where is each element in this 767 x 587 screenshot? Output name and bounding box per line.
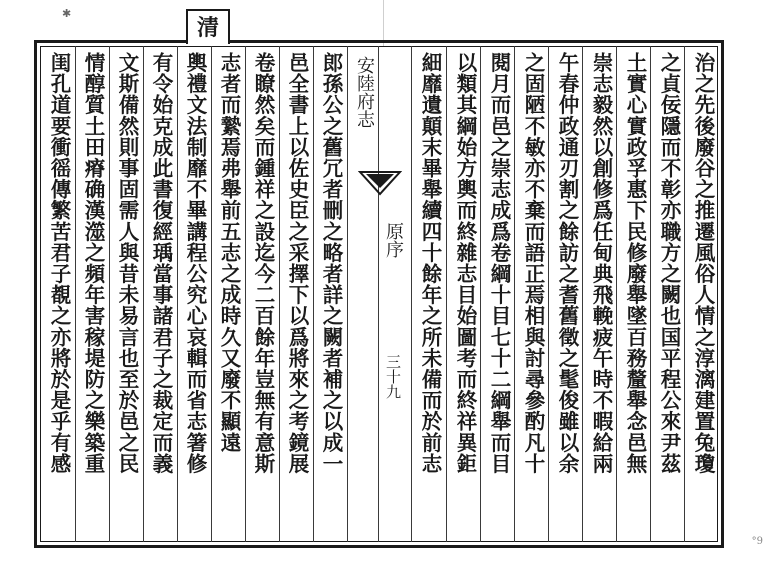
column-rule [143,46,144,542]
text-column-9: 細靡遺顛末畢舉續四十餘年之所未備而於前志 [418,52,442,474]
column-rule [480,46,481,542]
text-column-18: 闺孔道要衝徭傳繁苦君子覩之亦將於是乎有感 [47,52,71,474]
text-column-5: 午春仲政通刃割之餘訪之耆舊徵之髦俊雖以余 [555,52,579,474]
center-strip-rule [378,46,379,542]
text-column-17: 情醇質土田瘠确漢澨之頻年害稼堤防之樂築重 [81,52,105,474]
fish-tail-mark [358,170,402,196]
column-rule [650,46,651,542]
column-rule [582,46,583,542]
column-rule [313,46,314,542]
section-label: 原序 [383,222,404,258]
column-rule [514,46,515,542]
text-column-13: 志者而縶焉弗舉前五志之成時久又廢不顯遠 [217,52,241,453]
column-rule [245,46,246,542]
column-rule [177,46,178,542]
text-column-8: 以類其綱始方輿而終雜志目始圖考而終祥異鉅 [453,52,477,474]
column-rule [211,46,212,542]
dynasty-tab: 清 [186,9,230,44]
column-rule [109,46,110,542]
column-rule [347,46,348,542]
book-title: 安陸府志 [354,56,375,128]
column-rule [616,46,617,542]
column-rule [446,46,447,542]
text-column-1: 治之先後廢谷之推遷風俗人情之淳漓建置兔瓊 [691,52,715,474]
text-column-16: 文斯備然則事固需人與昔未易言也至於邑之民 [115,52,139,474]
page-number: 三十九 [384,354,402,399]
column-rule [75,46,76,542]
text-column-6: 之固陋不敏亦不棄而語正焉相與討尋參酌凡十 [521,52,545,474]
scan-mark: ✱ [62,7,72,20]
column-rule [279,46,280,542]
text-column-11: 邑全書上以佐史臣之采擇下以爲將來之考鏡展 [285,52,309,474]
text-column-4: 崇志毅然以創修爲任甸典飛輓疲午時不暇給兩 [589,52,613,474]
text-column-12: 卷瞭然矣而鍾祥之設迄今二百餘年豈無有意斯 [251,52,275,474]
column-rule [548,46,549,542]
column-rule [684,46,685,542]
text-column-7: 閱月而邑之崇志成爲卷綱十目七十二綱舉而目 [487,52,511,474]
text-column-2: 之貞佞隱而不彰亦職方之闕也国平程公來尹茲 [657,52,681,474]
scan-mark-right: °9 [751,536,763,547]
column-rule [411,46,412,542]
text-column-14: 輿禮文法制靡不畢講程公究心哀輯而省志箸修 [183,52,207,474]
text-column-3: 土實心實政孚惠下民修廢舉墜百務釐舉念邑無 [623,52,647,474]
text-column-10: 郎孫公之舊冗者刪之略者詳之闕者補之以成一 [319,52,343,474]
text-column-15: 有令始克成此書復經瑀當事諸君子之裁定而義 [149,52,173,474]
